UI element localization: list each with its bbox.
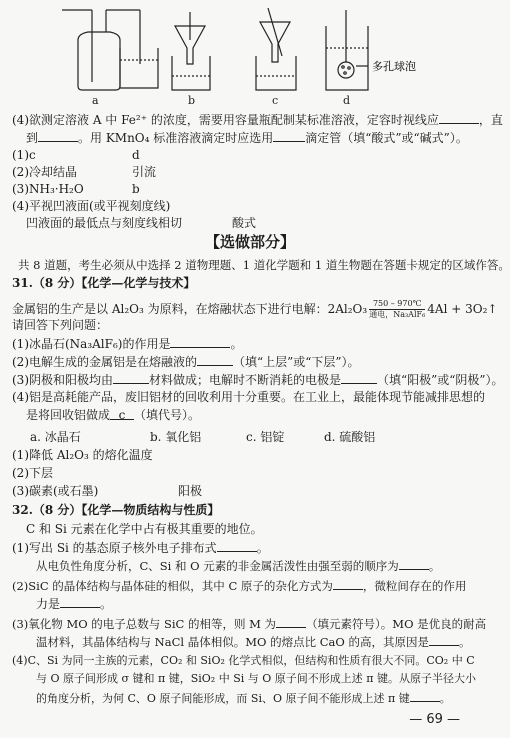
answer-1b: d [132,148,140,162]
q31-answer-3b: 阳极 [178,484,203,498]
q32-s4: (4)C、Si 为同一主族的元素，CO₂ 和 SiO₂ 化学式相似，但结构和性质有很大不同。CO₂ 中 C [12,654,475,667]
section-intro: 共 8 道题，考生必须从中选择 2 道物理题、1 道化学题和 1 道生物题在答题卡规定的区域作答。 [18,258,510,272]
fig-label-b: b [188,94,196,107]
answer-1: (1)c [12,148,36,162]
q32-s2: (2)SiC 的晶体结构与晶体硅的相似，其中 C 原子的杂化方式为 ，微粒间存在的作用 [12,579,467,593]
q32-head: 32.（8 分）【化学—物质结构与性质】 [12,503,220,517]
q31-s4-line2: 是将回收铝做成 c （填代号）。 [26,408,201,422]
section-title: 【选做部分】 [204,233,295,251]
q31-intro: 金属铝的生产是以 Al₂O₃ 为原料，在熔融状态下进行电解：2Al₂O₃ 750 – 970℃ 通电，Na₃AlF₆ 4Al + 3O₂↑ [12,299,498,319]
bubbler-beaker-d [326,10,368,90]
answer-4: (4)平视凹液面(或平视刻度线) [12,199,171,213]
q32-s4-line3: 的角度分析，为何 C、O 原子间能形成，而 Si、O 原子间不能形成上述 π 键 。 [36,692,451,705]
bubble-label: 多孔球泡 [372,60,416,73]
q32-s3-line2: 温材料，其晶体结构与 NaCl 晶体相似。MO 的熔点比 CaO 的高，其原因是 。 [36,635,471,649]
q31-s4-line1: (4)铝是高耗能产品，废旧铝材的回收利用十分重要。在工业上，最能体现节能减排思想的 [12,390,486,404]
q31-option-c: c. 铝锭 [246,430,285,444]
q4-line-2: 到 。用 KMnO₄ 标准溶液滴定时应选用 滴定管（填“酸式”或“碱式”）。 [26,131,468,145]
gas-washing-bottle [62,10,158,90]
answer-2b: 引流 [132,165,157,179]
answer-2: (2)冷却结晶 [12,165,77,179]
answer-3: (3)NH₃·H₂O [12,182,84,196]
fig-label-d: d [343,94,351,107]
page-number: — 69 — [409,712,460,727]
q31-answer-2: (2)下层 [12,466,53,480]
q32-s1: (1)写出 Si 的基态原子核外电子排布式 。 [12,541,269,555]
q31-prompt: 请回答下列问题： [12,318,109,332]
q4-line-1: (4)欲测定溶液 A 中 Fe²⁺ 的浓度，需要用容量瓶配制某标准溶液，定容时视线应 ，直 [12,113,503,127]
q31-s2: (2)电解生成的金属铝是在熔融液的 （填“上层”或“下层”）。 [12,355,360,369]
q31-option-d: d. 硫酸铝 [324,430,376,444]
apparatus-figures [0,0,500,112]
answer-4b: 凹液面的最低点与刻度线相切 [26,216,183,230]
q32-s2-line2: 力是 。 [36,597,113,611]
answer-4c: 酸式 [232,216,257,230]
funnel-beaker-c [256,8,296,90]
q31-s1: (1)冰晶石(Na₃AlF₆)的作用是 。 [12,337,243,351]
reaction-conditions: 750 – 970℃ 通电，Na₃AlF₆ [369,299,426,319]
q31-answer-1: (1)降低 Al₂O₃ 的熔化温度 [12,448,153,462]
q32-intro: C 和 Si 元素在化学中占有极其重要的地位。 [26,522,263,536]
q32-s1-line2: 从电负性角度分析，C、Si 和 O 元素的非金属活泼性由强至弱的顺序为 。 [36,559,441,573]
answer-3b: b [132,182,140,196]
q31-s3: (3)阴极和阳极均由 材料做成；电解时不断消耗的电极是 （填“阳极”或“阴极”）。 [12,373,504,387]
q31-head: 31.（8 分）【化学—化学与技术】 [12,276,196,290]
funnel-beaker-b [172,12,210,90]
q31-option-a: a. 冰晶石 [30,430,81,444]
fig-label-a: a [92,94,99,107]
q31-answer-3: (3)碳素(或石墨) [12,484,99,498]
fig-label-c: c [272,94,279,107]
q31-option-b: b. 氧化铝 [150,430,202,444]
q32-s4-line2: 与 O 原子间形成 σ 键和 π 键，SiO₂ 中 Si 与 O 原子间不形成上述 π 键。从原子半径大小 [36,672,476,685]
q32-s3: (3)氧化物 MO 的电子总数与 SiC 的相等，则 M 为 （填元素符号）。MO 是优良的耐高 [12,617,487,631]
